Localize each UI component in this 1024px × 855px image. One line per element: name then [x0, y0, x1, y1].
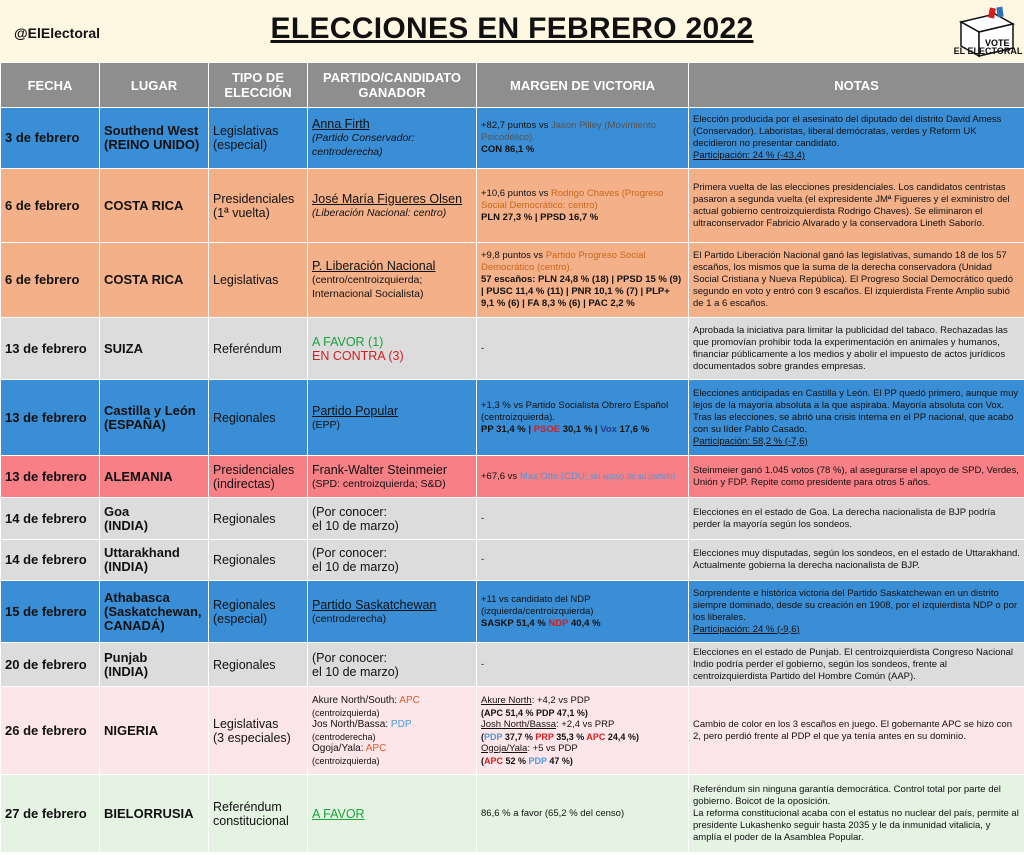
table-row: [1, 318, 1024, 380]
date-cell: 26 de febrero: [1, 687, 100, 775]
page-title: ELECCIONES EN FEBRERO 2022: [270, 12, 754, 45]
notes-cell: El Partido Liberación Nacional ganó las legislativas, sumando 18 de los 57 escaños, los mismos que la suma de la derecha conservadora (Unidad Social Cristiana y Nueva República). El Progreso Social Democrático quedó segundo en voto y entró con 9 escaños. El izquierdista Frente Amplio subió de 1 a 6 escaños.: [689, 243, 1024, 318]
winner-cell: A FAVOR (1) EN CONTRA (3): [308, 318, 477, 380]
margin-cell: 86,6 % a favor (65,2 % del censo): [477, 775, 689, 853]
type-cell: Legislativas: [209, 243, 308, 318]
place-cell: Uttarakhand (INDIA): [100, 540, 209, 581]
date-cell: 14 de febrero: [1, 540, 100, 581]
winner-cell: Anna Firth (Partido Conservador: centroderecha): [308, 108, 477, 169]
type-cell: Presidenciales (indirectas): [209, 456, 308, 498]
table-row: [1, 540, 1024, 581]
notes-cell: Steinmeier ganó 1.045 votos (78 %), al asegurarse el apoyo de SPD, Verdes, Unión y FDP. Repite como presidente para otros 5 años.: [689, 456, 1024, 498]
place-cell: ALEMANIA: [100, 456, 209, 498]
notes-cell: Elecciones en el estado de Goa. La derecha nacionalista de BJP podría perder la mayoría según los sondeos.: [689, 498, 1024, 540]
place-cell: SUIZA: [100, 318, 209, 380]
winner-cell: José María Figueres Olsen (Liberación Nacional: centro): [308, 169, 477, 243]
notes-cell: Elecciones muy disputadas, según los sondeos, en el estado de Uttarakhand. Actualmente gobierna la derecha nacionalista de BJP.: [689, 540, 1024, 581]
place-cell: COSTA RICA: [100, 243, 209, 318]
table-row: [1, 775, 1024, 853]
winner-name: Frank-Walter Steinmeier: [312, 462, 447, 477]
notes-cell: Elecciones en el estado de Punjab. El centroizquierdista Congreso Nacional Indio podría perder el gobierno, según los sondeos, frente al centroizquierdista Partido del Hombre Común (AAP).: [689, 643, 1024, 687]
winner-cell: Partido Saskatchewan (centroderecha): [308, 581, 477, 643]
participation: Participación: 24 % (-9,6): [693, 623, 800, 635]
type-cell: Regionales: [209, 540, 308, 581]
type-cell: Legislativas (especial): [209, 108, 308, 169]
place-cell: Athabasca (Saskatchewan, CANADÁ): [100, 581, 209, 643]
date-cell: 13 de febrero: [1, 318, 100, 380]
margin-cell: +67,6 vs Max Otte (CDU; sin apoyo de su partido): [477, 456, 689, 498]
type-cell: Regionales: [209, 380, 308, 456]
date-cell: 3 de febrero: [1, 108, 100, 169]
table-row: [1, 169, 1024, 243]
svg-text:VOTE: VOTE: [985, 38, 1010, 48]
table-row: [1, 498, 1024, 540]
date-cell: 27 de febrero: [1, 775, 100, 853]
margin-cell: -: [477, 540, 689, 581]
notes-cell: Elecciones anticipadas en Castilla y León. El PP quedó primero, aunque muy lejos de la mayoría absoluta a la que aspiraba. Mayoría absoluta con Vox. Tras las elecciones, se abrió una crisis interna en el PP nacional, que acabó con su líder Pablo Casado. Participación: 58,2 % (-7,6): [689, 380, 1024, 456]
notes-cell: Aprobada la iniciativa para limitar la publicidad del tabaco. Rechazadas las que promovían prohibir toda la experimentación en animales y humanos, financiar públicamente a los medios y abolir el impuesto de actos jurídicos documentados sobre grandes empresas.: [689, 318, 1024, 380]
table-header-row: [1, 63, 1024, 108]
table-row: [1, 581, 1024, 643]
place-cell: BIELORRUSIA: [100, 775, 209, 853]
margin-cell: -: [477, 643, 689, 687]
table-row: [1, 687, 1024, 775]
place-cell: Punjab (INDIA): [100, 643, 209, 687]
margin-cell: +82,7 puntos vs Jason Pilley (Movimiento Psicodélico). CON 86,1 %: [477, 108, 689, 169]
winner-cell: (Por conocer: el 10 de marzo): [308, 498, 477, 540]
date-cell: 20 de febrero: [1, 643, 100, 687]
margin-cell: +10,6 puntos vs Rodrigo Chaves (Progreso Social Democrático: centro) PLN 27,3 % | PPSD 16,7 %: [477, 169, 689, 243]
margin-cell: -: [477, 498, 689, 540]
date-cell: 6 de febrero: [1, 169, 100, 243]
type-cell: Regionales: [209, 498, 308, 540]
column-header-notas: NOTAS: [689, 63, 1024, 108]
column-header-fecha: FECHA: [1, 63, 100, 108]
date-cell: 6 de febrero: [1, 243, 100, 318]
participation: Participación: 24 % (-43,4): [693, 150, 805, 161]
winner-cell: (Por conocer: el 10 de marzo): [308, 643, 477, 687]
type-cell: Presidenciales (1ª vuelta): [209, 169, 308, 243]
notes-cell: Referéndum sin ninguna garantía democrática. Control total por parte del gobierno. Boicot de la oposición. La reforma constitucional acaba con el estatus no nuclear del país, permite al presidente Lukashenko seguir hasta 2035 y le da inmunidad vitalicia, y amplía el poder de la Asamblea Popular.: [689, 775, 1024, 853]
place-cell: COSTA RICA: [100, 169, 209, 243]
notes-cell: Sorprendente e histórica victoria del Partido Saskatchewan en un distrito siempre dominado, desde su creación en 1908, por el izquierdista NDP o por los liberales. Participación: 24 % (-9,6): [689, 581, 1024, 643]
winner-name: Partido Saskatchewan: [312, 597, 437, 612]
type-cell: Legislativas (3 especiales): [209, 687, 308, 775]
margin-cell: +9,8 puntos vs Partido Progreso Social Democrático (centro). 57 escaños: PLN 24,8 % (18) | PPSD 15 % (9) | PUSC 11,4 % (11) | PNR 10,1 % (7) | PLP+ 9,1 % (6) | FA 8,3 % (6) | PAC 2,2 %: [477, 243, 689, 318]
notes-cell: Elección producida por el asesinato del diputado del distrito David Amess (Conservador). Laboristas, liberal demócratas, verdes y Reform UK decidieron no presentar candidato. Participación: 24 % (-43,4): [689, 108, 1024, 169]
type-cell: Referéndum constitucional: [209, 775, 308, 853]
table-row: [1, 380, 1024, 456]
table-row: [1, 643, 1024, 687]
twitter-handle: @ElElectoral: [14, 25, 101, 41]
notes-cell: Cambio de color en los 3 escaños en juego. El gobernante APC se hizo con 2, pero perdió frente al PDP el que ya tenía antes en su dominio.: [689, 687, 1024, 775]
date-cell: 13 de febrero: [1, 380, 100, 456]
place-cell: NIGERIA: [100, 687, 209, 775]
date-cell: 14 de febrero: [1, 498, 100, 540]
table-row: [1, 243, 1024, 318]
margin-cell: Akure North: +4,2 vs PDP (APC 51,4 % PDP 47,1 %) Josh North/Bassa: +2,4 vs PRP (PDP 37,7 % PRP 35,3 % APC 24,4 %) Ogoja/Yala: +5 vs PDP (APC 52 % PDP 47 %): [477, 687, 689, 775]
column-header-tipo: TIPO DE ELECCIÓN: [209, 63, 308, 108]
notes-cell: Primera vuelta de las elecciones presidenciales. Los candidatos centristas pasaron a segunda vuelta (el expresidente JMª Figueres y el exministro del actual gobierno centroizquierdista Rodrigo Chaves). Se eliminaron el ultraconservador Fabricio Alvarado y la conservadora Lineth Saborío.: [689, 169, 1024, 243]
place-cell: Castilla y León (ESPAÑA): [100, 380, 209, 456]
winner-cell: Partido Popular (EPP): [308, 380, 477, 456]
column-header-margen: MARGEN DE VICTORIA: [477, 63, 689, 108]
table-row: [1, 456, 1024, 498]
winner-name: Partido Popular: [312, 403, 399, 418]
margin-cell: +1,3 % vs Partido Socialista Obrero Español (centroizquierda). PP 31,4 % | PSOE 30,1 % | Vox 17,6 %: [477, 380, 689, 456]
banner: [0, 0, 1024, 62]
date-cell: 13 de febrero: [1, 456, 100, 498]
winner-name: Anna Firth: [312, 117, 370, 131]
winner-cell: (Por conocer: el 10 de marzo): [308, 540, 477, 581]
winner-name: José María Figueres Olsen: [312, 191, 463, 206]
winner-cell: Frank-Walter Steinmeier (SPD: centroizquierda; S&D): [308, 456, 477, 498]
winner-cell: Akure North/South: APC (centroizquierda) Jos North/Bassa: PDP (centroderecha) Ogoja/Yala: APC (centroizquierda): [308, 687, 477, 775]
place-cell: Southend West (REINO UNIDO): [100, 108, 209, 169]
column-header-lugar: LUGAR: [100, 63, 209, 108]
table-row: [1, 108, 1024, 169]
winner-cell: A FAVOR: [308, 775, 477, 853]
column-header-partido: PARTIDO/CANDIDATO GANADOR: [308, 63, 477, 108]
logo-text: EL ELECTORAL: [953, 46, 1023, 56]
participation: Participación: 58,2 % (-7,6): [693, 435, 808, 447]
type-cell: Referéndum: [209, 318, 308, 380]
type-cell: Regionales (especial): [209, 581, 308, 643]
type-cell: Regionales: [209, 643, 308, 687]
margin-cell: -: [477, 318, 689, 380]
elections-table: [0, 62, 1024, 853]
margin-cell: +11 vs candidato del NDP (izquierda/centroizquierda) SASKP 51,4 % NDP 40,4 %: [477, 581, 689, 643]
date-cell: 15 de febrero: [1, 581, 100, 643]
place-cell: Goa (INDIA): [100, 498, 209, 540]
winner-cell: P. Liberación Nacional (centro/centroizquierda; Internacional Socialista): [308, 243, 477, 318]
winner-name: P. Liberación Nacional: [312, 259, 436, 273]
